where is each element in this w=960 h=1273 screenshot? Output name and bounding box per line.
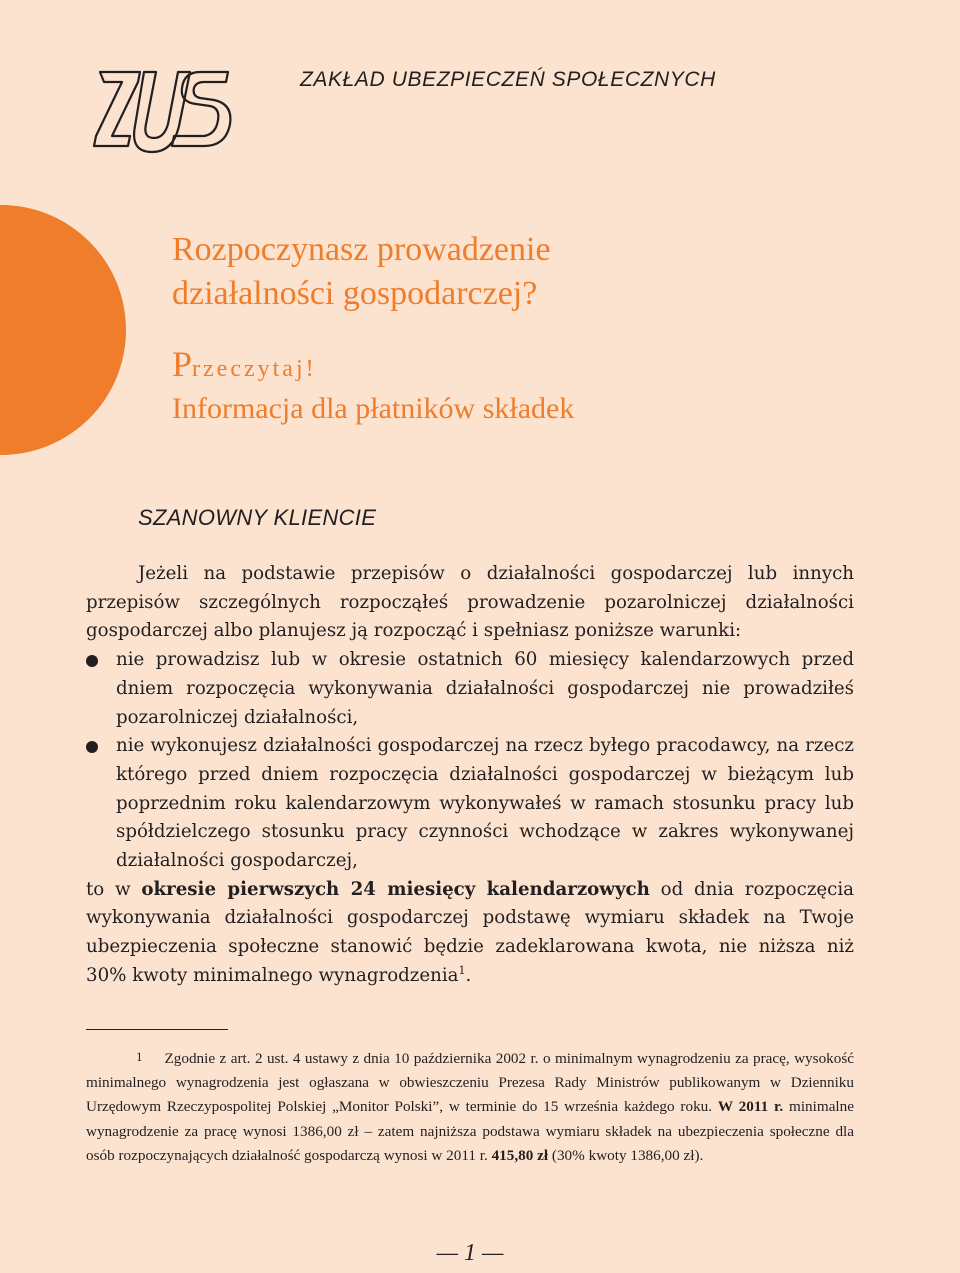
bullet-text: nie wykonujesz działalności gospodarczej na rzecz byłego pracodawcy, na rzecz którego przed dniem rozpoczęcia działalności gospodarczej w bieżącym lub poprzednim roku kalendarzowym wykonywałeś w ramach stosunku pracy lub spółdzielczego stosunku pracy czynności wchodzące w zakres wykonywanej działalności gospodarczej,: [116, 735, 854, 872]
bullet-item: [86, 646, 854, 732]
decorative-circle: [0, 205, 126, 455]
conclusion-emphasis: okresie pierwszych 24 miesięcy kalendarzowych: [141, 878, 650, 900]
intro-paragraph: Jeżeli na podstawie przepisów o działalności gospodarczej lub innych przepisów szczególnych rozpocząłeś prowadzenie pozarolniczej działalności gospodarczej albo planujesz ją rozpocząć i spełniasz poniższe warunki:: [86, 563, 854, 642]
bullet-icon: [86, 741, 98, 753]
footnote-bold-amount: 415,80 zł: [491, 1146, 549, 1164]
footnote-text-a: Zgodnie z art. 2 ust. 4 ustawy z dnia 10 października 2002 r. o minimalnym wynagrodzeniu za pracę, wysokość minimalnego wynagrodzenia jest ogłaszana w obwieszczeniu Prezesa Rady Ministrów publikowanym w Dzienniku Urzędowym Rzeczypospolitej Polskiej „Monitor Polski”, w terminie do 15 września każdego roku.: [86, 1050, 854, 1116]
bullet-icon: [86, 655, 98, 667]
read-prompt: [172, 343, 317, 385]
body-text: [86, 560, 854, 991]
subtitle: Informacja dla płatników składek: [172, 392, 575, 425]
page-title: [172, 228, 551, 316]
page-number: — 1 —: [436, 1240, 504, 1266]
footnote-text-b: minimalne wynagrodzenie za pracę wynosi 1386,00 zł – zatem najniższa podstawa wymiaru składek na ubezpieczenia społeczne dla osób rozpoczynających działalność gospodarczą wynosi w 2011 r.: [86, 1098, 854, 1164]
bullet-text: nie prowadzisz lub w okresie ostatnich 60 miesięcy kalendarzowych przed dniem rozpoczęcia wykonywania działalności gospodarczej nie prowadziłeś pozarolniczej działalności,: [116, 649, 854, 728]
conclusion-text: od dnia rozpoczęcia wykonywania działalności gospodarczej podstawę wymiaru składek na Twoje ubezpieczenia społeczne stanowić będzie zadeklarowana kwota, nie niższa niż 30% kwoty minimalnego wynagrodzenia: [86, 878, 855, 986]
read-prompt-initial: P: [172, 344, 193, 384]
footnote: [86, 1045, 854, 1168]
zus-logo: [92, 64, 232, 164]
footnote-bold-year: W 2011 r.: [717, 1098, 784, 1116]
conclusion-end: .: [465, 964, 472, 986]
salutation: SZANOWNY KLIENCIE: [138, 505, 377, 530]
footnote-divider: [86, 1029, 228, 1030]
footnote-reference: 1: [458, 963, 466, 977]
conclusion-paragraph: [86, 876, 854, 991]
conclusion-start: to w: [86, 878, 142, 900]
organization-name: ZAKŁAD UBEZPIECZEŃ SPOŁECZNYCH: [300, 68, 716, 91]
title-line-1: Rozpoczynasz prowadzenie: [172, 231, 551, 268]
bullet-item: [86, 732, 854, 876]
footnote-text-c: (30% kwoty 1386,00 zł).: [548, 1146, 704, 1164]
footnote-mark: 1: [136, 1049, 143, 1064]
title-line-2: działalności gospodarczej?: [172, 275, 538, 312]
read-prompt-rest: rzeczytaj!: [192, 356, 317, 382]
